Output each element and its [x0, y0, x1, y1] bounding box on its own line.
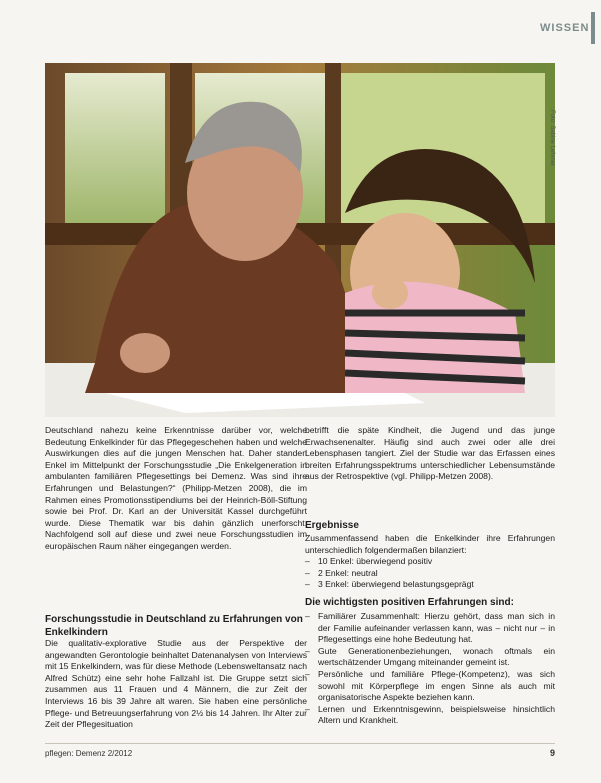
photo-credit: Foto: Sabine Lehmer: [549, 110, 555, 167]
left-body-text: Die qualitativ-explorative Studie aus der Perspektive der angewandten Gerontologie beinhaltet Datenanalysen von Interviews mit 15 Enkelkindern, was für diese Methode (Lebensweltansatz nach Alfred Schütz) eine sehr hohe Fallzahl ist. Die Gruppe setzt sich zusammen aus 11 Frauen und 4 Männern, die zur Zeit der Interviews 16 bis 39 Jahre alt waren. Sie haben eine persönliche Pflege- und Betreuungserfahrung von 2½ bis 14 Jahren. Ihr Alter zur Zeit der Pflegesituation: [45, 638, 307, 730]
list-item: – Persönliche und familiäre Pflege-(Kompetenz), was sich sowohl mit Körperpflege im engen Sinne als auch mit organisatorische Aspekte beziehen kann.: [305, 669, 555, 704]
page-number: 9: [550, 748, 556, 758]
positive-experiences-block: [305, 611, 555, 727]
left-intro-text: Deutschland nahezu keine Erkenntnisse darüber vor, welche Bedeutung Enkelkinder für das Pflegegeschehen haben und welche Auswirkungen dies auf die jungen Menschen hat. Daher standen Enkel im Mittelpunkt der Forschungsstudie „Die Enkelgeneration in ambulanten familiären Pflegesettings bei Demenz. Was sind ihre Erfahrungen und Belastungen?“ (Philipp-Metzen 2008), die im Rahmen eines Promotionsstipendiums bei der Heinrich-Böll-Stiftung sowie bei Prof. Dr. Karl an der Universität Kassel durchgeführt wurde. Diese Thematik war bis dahin gänzlich unerforscht. Nachfolgend soll auf diese und zwei neue Forschungsstudien im europäischen Raum näher eingegangen werden.: [45, 425, 307, 551]
footer-divider: [45, 743, 555, 744]
list-item: – 2 Enkel: neutral: [305, 568, 555, 580]
list-item: – Lernen und Erkenntnisgewinn, beispielsweise hinsichtlich Altern und Krankheit.: [305, 704, 555, 727]
section-marker-bar: [591, 12, 595, 44]
results-block: [305, 533, 555, 591]
list-item: – Familiärer Zusammenhalt: Hierzu gehört, dass man sich in der Familie aufeinander verlassen kann, was – nicht nur – in Pflegesettings eine hohe Bedeutung hat.: [305, 611, 555, 646]
positive-experiences-heading: Die wichtigsten positiven Erfahrungen sind:: [305, 597, 514, 608]
left-intro-paragraph: [45, 425, 307, 553]
right-intro-paragraph: [305, 425, 555, 483]
list-item: – 10 Enkel: überwiegend positiv: [305, 556, 555, 568]
results-intro: Zusammenfassend haben die Enkelkinder ihre Erfahrungen unterschiedlich folgendermaßen bilanziert:: [305, 533, 555, 555]
results-heading: Ergebnisse: [305, 520, 359, 531]
journal-footer: pflegen: Demenz 2/2012: [45, 749, 133, 758]
left-section-heading: Forschungsstudie in Deutschland zu Erfahrungen von Enkelkindern: [45, 614, 303, 638]
list-item: – Gute Generationenbeziehungen, wonach oftmals ein wertschätzender Umgang miteinander gemeint ist.: [305, 646, 555, 669]
results-list: [305, 556, 555, 591]
section-label: WISSEN: [540, 22, 590, 34]
right-intro-text: betrifft die späte Kindheit, die Jugend und das junge Erwachsenenalter. Häufig sind auch zwei oder alle drei Lebensphasen tangiert. Ziel der Studie war das Erfassen eines breiten Erfahrungsspektrums unterschiedlicher Lebensumstände aus der Retrospektive (vgl. Philipp-Metzen 2008).: [305, 425, 555, 482]
article-photo: [45, 63, 555, 417]
left-body-paragraph: [45, 638, 307, 731]
list-item: – 3 Enkel: überwiegend belastungsgeprägt: [305, 579, 555, 591]
positive-experiences-list: [305, 611, 555, 727]
